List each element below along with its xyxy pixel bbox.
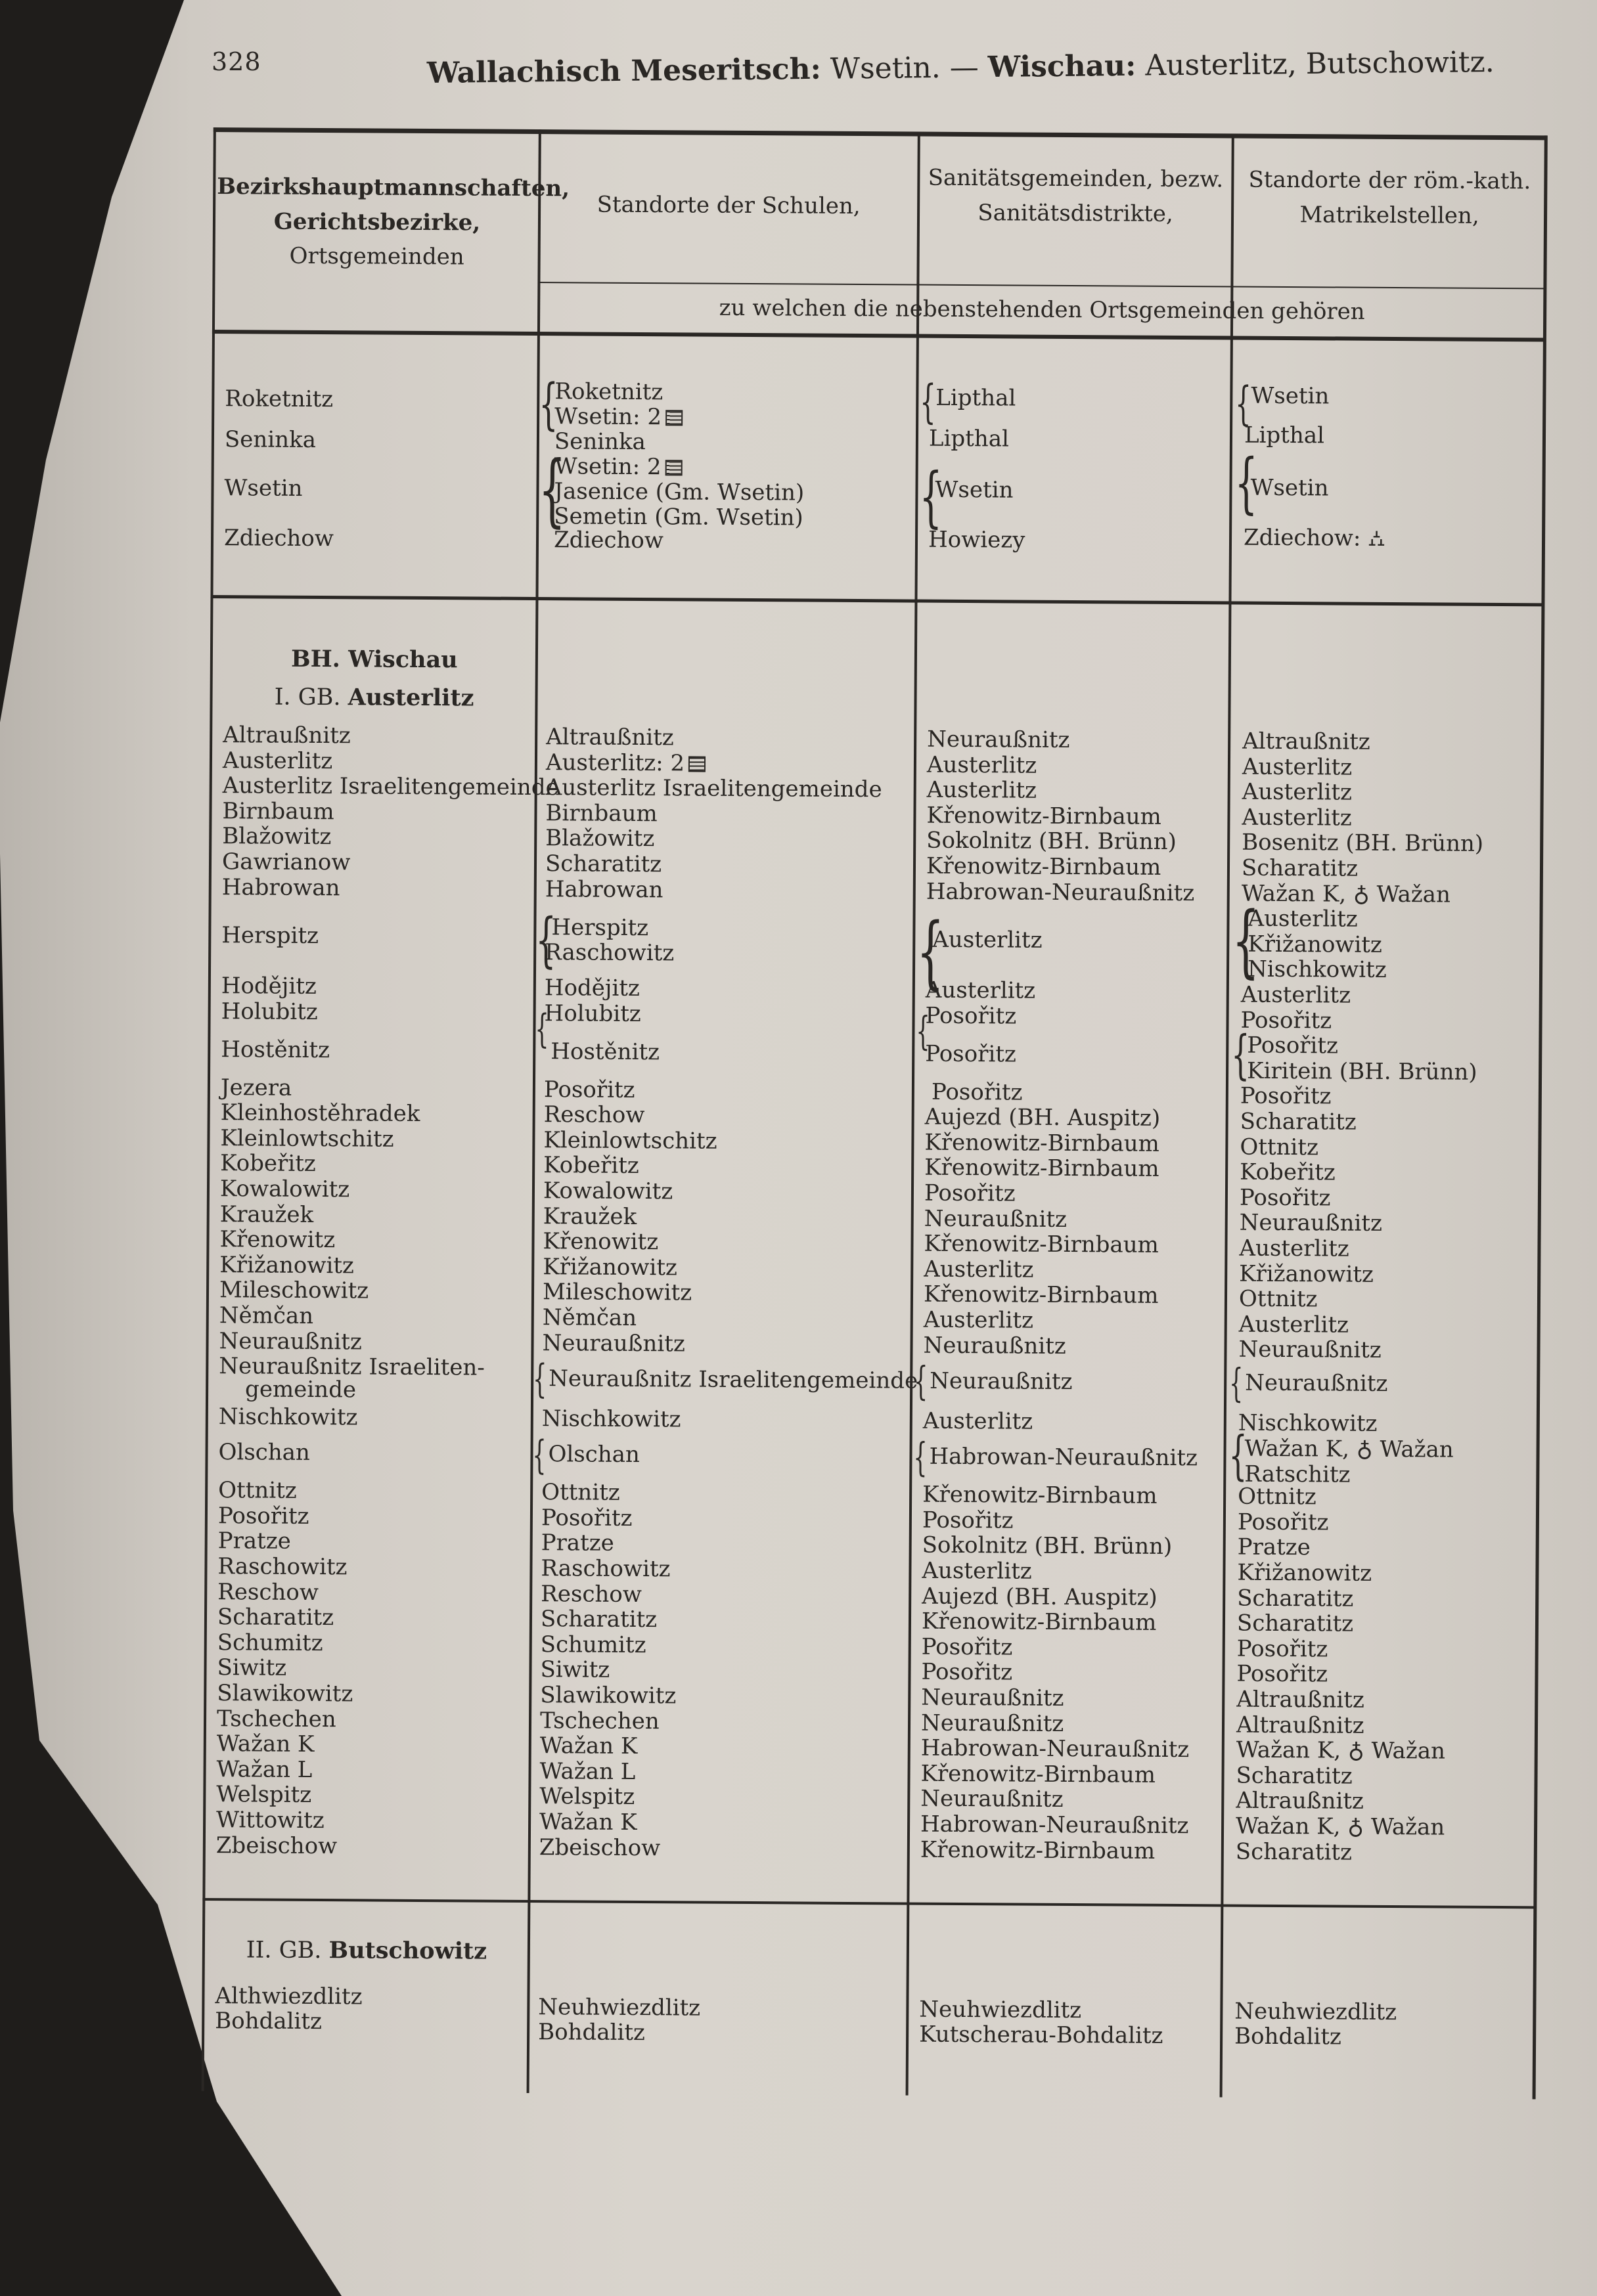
cell-gb1-col3-38: Habrowan-Neuraußnitz [920, 1811, 1189, 1840]
col-line-2 [906, 132, 920, 2096]
running-head-part-3: Wischau: [987, 49, 1136, 85]
cell-gb1-col1-36: Wažan K [216, 1731, 315, 1758]
cell-gb1-col4-11: Posořitz [1240, 1007, 1332, 1034]
cell-gb1-col4-24: Neuraußnitz [1238, 1336, 1382, 1364]
cell-gb2-col1-0: Althwiezdlitz [215, 1983, 363, 2010]
cell-gb1-col4-3: Austerlitz [1242, 804, 1352, 831]
cell-block1-col4-0: Wsetin [1251, 382, 1330, 410]
cell-gb1-col2-6: Habrowan [545, 875, 664, 903]
cell-gb2-col1-1: Bohdalitz [215, 2008, 323, 2035]
cell-gb1-col1-6: Habrowan [221, 873, 340, 901]
span-divider-rule [539, 282, 1546, 289]
cell-gb1-col1-34: Slawikowitz [217, 1680, 353, 1708]
cell-gb1-col3-30: Křenowitz-Birnbaum [921, 1608, 1157, 1637]
cell-gb1-col4-20: Austerlitz [1239, 1235, 1349, 1262]
gb1-bottom-rule [202, 1898, 1536, 1909]
cell-gb1-col2-28: Pratze [541, 1530, 614, 1557]
cell-gb2-col4-1: Bohdalitz [1234, 2023, 1341, 2050]
cell-gb1-col1-17: Křenowitz [219, 1226, 336, 1254]
section-gb2-text: Butschowitz [328, 1937, 487, 1965]
school-icon [665, 410, 683, 426]
cell-gb1-col2-32: Schumitz [540, 1631, 646, 1658]
cell-gb1-col1-26: Ottnitz [218, 1477, 297, 1505]
cell-block1-col1-0: Roketnitz [225, 386, 334, 413]
cell-gb1-col3-5: Křenowitz-Birnbaum [926, 852, 1161, 881]
cell-gb1-col1-1: Austerlitz [222, 747, 333, 774]
cell-gb1-col2-5: Scharatitz [545, 850, 662, 878]
header-span-text: zu welchen die nebenstehenden Ortsgemeinden gehören [719, 294, 1365, 325]
cell-gb1-col1-20: Němčan [219, 1302, 314, 1329]
cell-gb1-col2-1: Austerlitz: 2 [546, 751, 706, 774]
table-top-rule [214, 127, 1547, 140]
header-col4-line2: Matrikelstellen, [1299, 201, 1479, 229]
cell-gb1-col1-4: Blažowitz [222, 823, 332, 850]
cell-block1-col4-3: Zdiechow: ⛼ [1243, 524, 1386, 552]
header-col3-line2: Sanitätsdistrikte, [978, 199, 1173, 227]
brace-mark: { [1231, 895, 1260, 988]
cell-gb1-col3-7: Austerlitz [932, 926, 1043, 954]
cell-gb1-col2-21: Němčan [542, 1304, 637, 1331]
cell-gb1-col4-19: Neuraußnitz [1239, 1209, 1383, 1237]
cell-gb1-col4-8: Křižanowitz [1248, 931, 1383, 958]
cell-gb1-col1-16: Kraužek [219, 1201, 314, 1228]
brace-mark: { [919, 458, 943, 535]
cell-block1-col4-1: Lipthal [1244, 422, 1325, 449]
cell-block1-col2-1: Wsetin: 2 [554, 405, 683, 428]
cell-gb1-col2-30: Reschow [541, 1580, 642, 1608]
section-gb-butschowitz [206, 1936, 527, 1965]
cell-gb1-col3-37: Neuraußnitz [920, 1786, 1064, 1813]
section-gb2-prefix: II. GB. [246, 1937, 329, 1964]
school-icon [688, 756, 706, 772]
cell-block1-col2-2: Seninka [554, 428, 646, 456]
cell-gb1-col2-24: Nischkowitz [541, 1405, 681, 1433]
cell-gb1-col1-8: Hodějitz [221, 973, 317, 1000]
cell-gb1-col1-9: Holubitz [221, 998, 318, 1025]
cell-gb1-col1-30: Reschow [217, 1578, 319, 1606]
cell-gb2-col2-0: Neuhwiezdlitz [538, 1994, 701, 2021]
cell-gb1-col2-2: Austerlitz Israelitengemeinde [545, 774, 882, 803]
cell-gb1-col3-21: Neuraußnitz [923, 1332, 1066, 1359]
cell-gb1-col1-0: Altraußnitz [223, 722, 351, 749]
register-table [202, 112, 1547, 2103]
cell-gb1-col3-29: Aujezd (BH. Auspitz) [922, 1583, 1158, 1611]
cell-gb1-col3-33: Neuraußnitz [921, 1684, 1064, 1712]
brace-mark: { [538, 445, 566, 537]
cell-gb1-col2-27: Posořitz [541, 1504, 633, 1532]
cell-block1-col1-2: Wsetin [224, 475, 303, 502]
cell-gb1-col2-12: Posořitz [543, 1076, 635, 1103]
cell-gb1-col4-31: Pratze [1237, 1534, 1311, 1561]
page-number: 328 [212, 47, 261, 76]
running-head-part-4: Austerlitz, Butschowitz. [1136, 45, 1495, 83]
cell-gb1-col4-37: Altraußnitz [1236, 1686, 1364, 1713]
cell-gb1-col3-4: Sokolnitz (BH. Brünn) [926, 828, 1177, 856]
cell-gb1-col3-20: Austerlitz [923, 1306, 1034, 1334]
cell-gb2-col3-1: Kutscherau-Bohdalitz [919, 2021, 1163, 2049]
cell-gb1-col1-35: Tschechen [216, 1705, 336, 1733]
cell-gb1-col3-19: Křenowitz-Birnbaum [923, 1281, 1159, 1310]
cell-gb1-col2-16: Kowalowitz [543, 1178, 673, 1205]
cell-gb1-col4-41: Altraußnitz [1236, 1788, 1364, 1815]
cell-gb2-col3-0: Neuhwiezdlitz [919, 1996, 1082, 2024]
cell-gb1-col4-26: Nischkowitz [1238, 1409, 1378, 1438]
cell-gb1-col2-13: Reschow [543, 1101, 645, 1129]
section-gb1-prefix: I. GB. [274, 684, 348, 711]
cell-gb1-col2-14: Kleinlowtschitz [543, 1126, 717, 1155]
cell-gb1-col1-29: Raschowitz [217, 1553, 348, 1581]
cell-gb1-col4-39: Wažan K, ♁ Wažan [1236, 1736, 1446, 1765]
cell-block1-col3-0: Lipthal [935, 384, 1016, 412]
cell-gb1-col4-33: Scharatitz [1237, 1585, 1354, 1612]
cell-gb1-col4-17: Kobeřitz [1240, 1159, 1336, 1186]
cell-gb1-col1-24: Nischkowitz [218, 1403, 358, 1431]
cell-gb1-col2-20: Mileschowitz [542, 1279, 692, 1306]
brace-mark: { [913, 1434, 928, 1481]
cell-gb1-col4-12: Posořitz [1247, 1032, 1339, 1059]
header-col1 [216, 169, 570, 275]
cell-gb1-col1-21: Neuraußnitz [219, 1327, 362, 1355]
cell-gb1-col3-22: Neuraußnitz [930, 1367, 1073, 1395]
cell-gb1-col2-25: Olschan [548, 1441, 640, 1468]
cell-block1-col2-3: Wsetin: 2 [554, 455, 683, 478]
cell-gb1-col1-23: gemeinde [244, 1376, 357, 1403]
cell-gb1-col1-22: Neuraußnitz Israeliten- [219, 1353, 485, 1381]
cell-gb1-col3-10: Posořitz [925, 1040, 1016, 1068]
block1-bottom-rule [210, 595, 1544, 606]
cell-gb1-col4-42: Wažan K, ♁ Wažan [1235, 1813, 1445, 1841]
header-col3 [921, 161, 1230, 232]
cell-block1-col1-1: Seninka [224, 426, 317, 453]
cell-gb1-col1-18: Křižanowitz [219, 1251, 355, 1279]
cell-gb1-col2-9: Hodějitz [544, 975, 640, 1002]
school-icon [665, 460, 682, 475]
brace-mark: { [1228, 1424, 1248, 1487]
brace-mark: { [535, 1006, 549, 1053]
section-gb1-text: Austerlitz [348, 684, 474, 712]
cell-gb1-col2-36: Wažan K [539, 1733, 638, 1760]
cell-gb1-col4-30: Posořitz [1237, 1509, 1329, 1536]
cell-gb1-col4-13: Kiritein (BH. Brünn) [1246, 1057, 1477, 1086]
cell-gb1-col3-16: Neuraußnitz [924, 1205, 1068, 1233]
brace-mark: { [920, 374, 937, 429]
cell-gb1-col4-28: Ratschitz [1244, 1461, 1351, 1488]
cell-gb1-col3-25: Křenowitz-Birnbaum [922, 1481, 1158, 1510]
cell-block1-col3-1: Lipthal [928, 425, 1010, 453]
cell-gb1-col2-7: Herspitz [551, 914, 649, 941]
cell-gb1-col4-7: Austerlitz [1248, 905, 1358, 933]
cell-block1-col3-3: Howiezy [928, 526, 1025, 554]
brace-mark: { [1234, 444, 1258, 521]
cell-gb1-col1-39: Wittowitz [215, 1807, 325, 1834]
brace-mark: { [916, 1008, 930, 1055]
cell-gb1-col2-29: Raschowitz [541, 1555, 671, 1583]
cell-gb1-col2-26: Ottnitz [541, 1479, 620, 1507]
cell-gb1-col2-18: Křenowitz [543, 1228, 659, 1256]
cell-gb1-col3-18: Austerlitz [924, 1256, 1034, 1283]
cell-gb1-col4-15: Scharatitz [1240, 1108, 1357, 1136]
cell-gb1-col1-33: Siwitz [217, 1654, 287, 1682]
cell-block1-col2-5: Semetin (Gm. Wsetin) [554, 503, 803, 531]
cell-gb1-col2-0: Altraußnitz [546, 724, 674, 751]
brace-mark: { [538, 372, 558, 437]
cell-gb1-col3-39: Křenowitz-Birnbaum [920, 1836, 1156, 1865]
cell-gb1-col2-34: Slawikowitz [540, 1682, 677, 1710]
cell-gb1-col2-10: Holubitz [544, 1000, 641, 1027]
cell-gb1-col4-22: Ottnitz [1238, 1285, 1318, 1313]
cell-gb1-col1-38: Welspitz [216, 1781, 312, 1809]
header-col2-text: Standorte der Schulen, [596, 191, 861, 220]
cell-gb1-col2-31: Scharatitz [540, 1606, 658, 1633]
cell-gb1-col3-15: Posořitz [924, 1180, 1016, 1207]
section-bh-wischau [214, 645, 535, 674]
cell-gb1-col3-26: Posořitz [922, 1507, 1014, 1534]
cell-gb1-col3-14: Křenowitz-Birnbaum [924, 1154, 1159, 1183]
cell-gb1-col4-14: Posořitz [1240, 1082, 1332, 1110]
cell-gb1-col2-35: Tschechen [539, 1707, 660, 1734]
cell-gb1-col1-3: Birnbaum [222, 797, 334, 825]
running-head-part-2: Wsetin. — [821, 51, 989, 86]
cell-gb1-col1-13: Kleinlowtschitz [220, 1124, 394, 1153]
cell-gb1-col4-25: Neuraußnitz [1245, 1369, 1388, 1397]
cell-gb1-col3-11: Posořitz [931, 1078, 1023, 1106]
brace-mark: { [535, 905, 557, 975]
cell-gb2-col4-0: Neuhwiezdlitz [1234, 1998, 1397, 2026]
cell-gb1-col3-35: Habrowan-Neuraußnitz [920, 1734, 1190, 1763]
header-col3-line1: Sanitätsgemeinden, bezw. [928, 164, 1224, 193]
cell-gb1-col3-32: Posořitz [921, 1659, 1013, 1686]
cell-gb1-col2-17: Kraužek [543, 1203, 637, 1230]
cell-gb1-col2-37: Wažan L [539, 1757, 636, 1785]
cell-gb1-col2-15: Kobeřitz [543, 1152, 639, 1180]
cell-gb1-col3-9: Posořitz [925, 1002, 1017, 1030]
cell-gb1-col4-40: Scharatitz [1236, 1762, 1353, 1790]
cell-gb1-col1-12: Kleinhostěhradek [220, 1099, 420, 1128]
cell-gb1-col1-27: Posořitz [217, 1502, 309, 1530]
cell-gb1-col1-37: Wažan L [216, 1755, 313, 1783]
header-bottom-rule [212, 330, 1546, 342]
cell-gb1-col3-1: Austerlitz [926, 751, 1037, 779]
cell-gb1-col3-27: Sokolnitz (BH. Brünn) [922, 1532, 1173, 1560]
header-col4-line1: Standorte der röm.-kath. [1248, 166, 1531, 195]
cell-gb1-col4-43: Scharatitz [1235, 1838, 1353, 1866]
cell-gb1-col3-2: Austerlitz [926, 776, 1037, 804]
cell-gb1-col4-34: Scharatitz [1236, 1610, 1354, 1637]
cell-block1-col3-2: Wsetin [935, 476, 1014, 504]
brace-mark: { [913, 1358, 928, 1405]
brace-mark: { [532, 1432, 547, 1478]
cell-gb1-col4-23: Austerlitz [1238, 1311, 1349, 1338]
cell-gb1-col4-6: Wažan K, ♁ Wažan [1241, 880, 1451, 908]
brace-mark: { [916, 906, 945, 998]
cell-gb1-col4-1: Austerlitz [1242, 753, 1353, 781]
cell-gb1-col1-32: Schumitz [217, 1629, 323, 1656]
brace-mark: { [1228, 1360, 1244, 1407]
brace-mark: { [1230, 1024, 1250, 1086]
col-line-3 [1220, 133, 1234, 2097]
cell-gb2-col2-1: Bohdalitz [538, 2019, 645, 2046]
cell-gb1-col4-35: Posořitz [1236, 1635, 1328, 1663]
cell-gb1-col4-36: Posořitz [1236, 1661, 1328, 1688]
brace-mark: { [1235, 376, 1252, 431]
cell-gb1-col1-10: Hostěnitz [221, 1036, 330, 1063]
cell-gb1-col1-7: Herspitz [221, 922, 319, 949]
cell-gb1-col4-5: Scharatitz [1241, 854, 1359, 882]
cell-gb1-col2-19: Křižanowitz [543, 1253, 678, 1281]
cell-gb1-col3-0: Neuraußnitz [927, 726, 1070, 753]
cell-gb1-col3-28: Austerlitz [922, 1557, 1032, 1585]
cell-gb1-col1-2: Austerlitz Israelitengemeinde [222, 772, 559, 801]
cell-gb1-col4-16: Ottnitz [1240, 1134, 1319, 1160]
cell-gb1-col4-0: Altraußnitz [1242, 728, 1370, 755]
cell-gb1-col3-24: Habrowan-Neuraußnitz [929, 1444, 1198, 1472]
cell-gb1-col4-4: Bosenitz (BH. Brünn) [1242, 829, 1484, 858]
cell-gb1-col4-27: Wažan K, ♁ Wažan [1244, 1435, 1454, 1463]
cell-gb1-col3-23: Austerlitz [922, 1407, 1033, 1435]
section-bh-text: BH. Wischau [290, 645, 458, 674]
cell-gb1-col3-34: Neuraußnitz [920, 1710, 1064, 1737]
cell-gb1-col3-31: Posořitz [921, 1633, 1013, 1661]
cell-block1-col2-0: Roketnitz [554, 378, 664, 406]
cell-gb1-col2-4: Blažowitz [545, 825, 655, 852]
cell-gb1-col2-33: Siwitz [540, 1656, 610, 1684]
cell-gb1-col3-17: Křenowitz-Birnbaum [924, 1230, 1159, 1258]
cell-gb1-col3-12: Aujezd (BH. Auspitz) [924, 1103, 1161, 1132]
cell-gb1-col1-40: Zbeischow [215, 1832, 338, 1859]
cell-gb1-col2-40: Zbeischow [539, 1834, 661, 1861]
cell-gb1-col2-3: Birnbaum [545, 799, 658, 827]
cell-gb1-col2-38: Welspitz [539, 1783, 635, 1811]
brace-mark: { [533, 1356, 547, 1403]
cell-gb1-col4-18: Posořitz [1239, 1184, 1331, 1212]
header-col4 [1235, 163, 1544, 234]
cell-gb1-col3-3: Křenowitz-Birnbaum [926, 802, 1161, 830]
header-col1-line3: Ortsgemeinden [289, 243, 464, 271]
cell-block1-col2-6: Zdiechow [553, 527, 664, 554]
cell-gb1-col4-32: Křižanowitz [1237, 1559, 1372, 1587]
cell-gb1-col4-2: Austerlitz [1242, 778, 1353, 806]
cell-gb1-col4-10: Austerlitz [1240, 981, 1351, 1009]
cell-gb1-col1-28: Pratze [217, 1528, 291, 1555]
header-col1-line1: Bezirkshauptmannschaften, [217, 173, 570, 202]
cell-gb1-col2-23: Neuraußnitz Israelitengemeinde [549, 1365, 918, 1394]
cell-block1-col1-3: Zdiechow [223, 525, 334, 552]
cell-gb1-col1-19: Mileschowitz [219, 1277, 369, 1304]
cell-gb1-col1-31: Scharatitz [217, 1604, 334, 1631]
header-col1-line2: Gerichtsbezirke, [273, 208, 481, 236]
cell-gb1-col1-14: Kobeřitz [220, 1150, 316, 1178]
running-head-part-1: Wallachisch Meseritsch: [426, 52, 822, 90]
cell-gb1-col2-8: Raschowitz [545, 939, 675, 967]
cell-gb1-col3-6: Habrowan-Neuraußnitz [926, 878, 1195, 906]
header-span [541, 290, 1543, 330]
header-col2 [541, 187, 916, 224]
cell-gb1-col2-39: Wažan K [539, 1809, 637, 1836]
cell-gb1-col1-11: Jezera [220, 1074, 292, 1101]
cell-block1-col2-4: Jasenice (Gm. Wsetin) [554, 478, 805, 506]
section-gb-austerlitz [214, 683, 534, 712]
cell-gb1-col3-13: Křenowitz-Birnbaum [924, 1129, 1159, 1157]
cell-gb1-col1-5: Gawrianow [221, 849, 351, 876]
cell-gb1-col4-38: Altraußnitz [1236, 1711, 1364, 1739]
cell-gb1-col4-29: Ottnitz [1238, 1483, 1316, 1511]
cell-gb1-col3-36: Křenowitz-Birnbaum [920, 1760, 1156, 1788]
cell-gb1-col2-22: Neuraußnitz [542, 1329, 685, 1357]
cell-gb1-col4-21: Křižanowitz [1239, 1260, 1374, 1288]
cell-gb1-col2-11: Hostěnitz [551, 1038, 660, 1065]
cell-block1-col4-2: Wsetin [1250, 474, 1329, 502]
cell-gb1-col1-15: Kowalowitz [219, 1176, 350, 1203]
cell-gb1-col1-25: Olschan [218, 1439, 310, 1467]
cell-gb1-col4-9: Nischkowitz [1247, 956, 1387, 984]
cell-gb1-col3-8: Austerlitz [925, 977, 1036, 1004]
